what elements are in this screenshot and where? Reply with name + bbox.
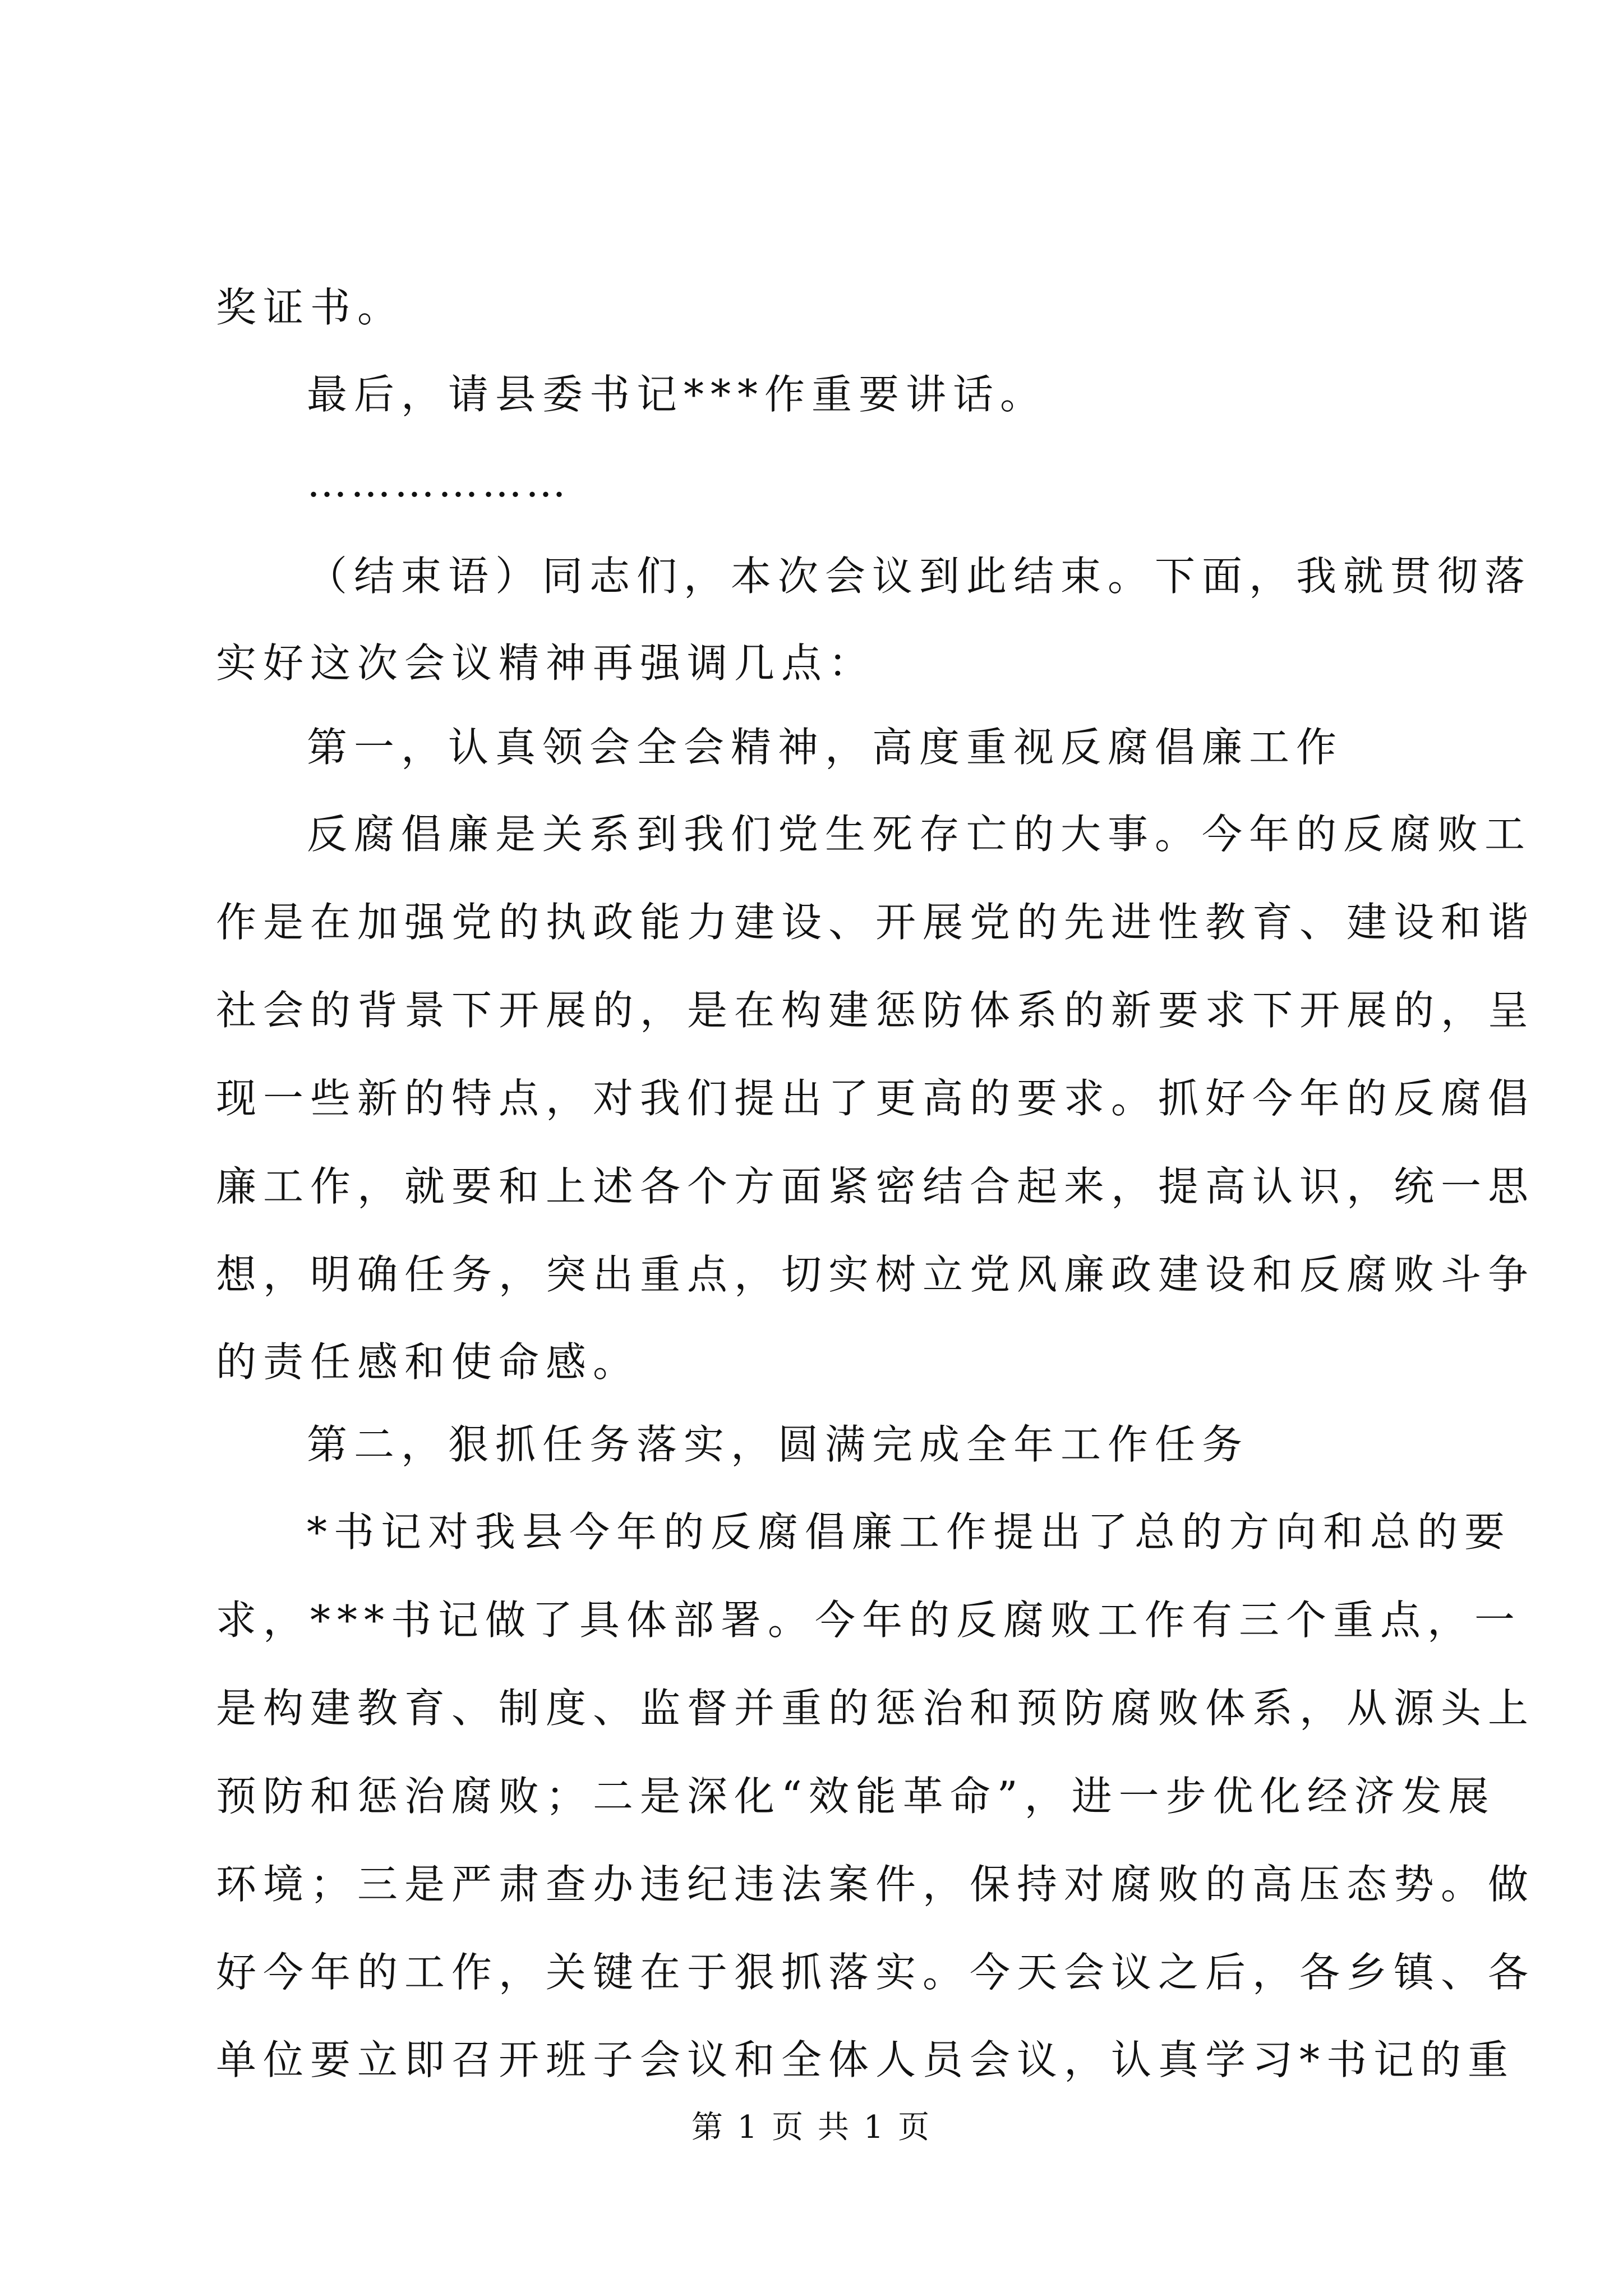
text-line: *书记对我县今年的反腐倡廉工作提出了总的方向和总的要: [307, 1508, 1512, 1556]
text-line: 环境；三是严肃查办违纪违法案件，保持对腐败的高压态势。做: [216, 1861, 1536, 1908]
text-line: 实好这次会议精神再强调几点：: [216, 639, 876, 687]
text-line: （结束语）同志们，本次会议到此结束。下面，我就贯彻落: [307, 553, 1532, 600]
text-line: 好今年的工作，关键在于狠抓落实。今天会议之后，各乡镇、各: [216, 1949, 1536, 1996]
text-line: ………………: [307, 459, 569, 506]
text-line: 反腐倡廉是关系到我们党生死存亡的大事。今年的反腐败工: [307, 811, 1532, 858]
text-line: 预防和惩治腐败；二是深化“效能革命”，进一步优化经济发展: [216, 1773, 1496, 1820]
text-line: 作是在加强党的执政能力建设、开展党的先进性教育、建设和谐: [216, 899, 1536, 946]
text-line: 的责任感和使命感。: [216, 1338, 640, 1386]
page-number-footer: 第 1 页 共 1 页: [691, 2109, 932, 2146]
text-line: 最后，请县委书记***作重要讲话。: [307, 371, 1048, 418]
text-line: 廉工作，就要和上述各个方面紧密结合起来，提高认识，统一思: [216, 1163, 1536, 1210]
text-line: 奖证书。: [216, 284, 405, 331]
text-line: 是构建教育、制度、监督并重的惩治和预防腐败体系，从源头上: [216, 1685, 1536, 1732]
text-line: 社会的背景下开展的，是在构建惩防体系的新要求下开展的，呈: [216, 987, 1536, 1034]
text-line: 求，***书记做了具体部署。今年的反腐败工作有三个重点，一: [216, 1596, 1522, 1644]
text-line: 第二，狠抓任务落实，圆满完成全年工作任务: [307, 1421, 1249, 1468]
text-line: 想，明确任务，突出重点，切实树立党风廉政建设和反腐败斗争: [216, 1251, 1536, 1298]
text-line: 第一，认真领会全会精神，高度重视反腐倡廉工作: [307, 724, 1344, 771]
text-line: 单位要立即召开班子会议和全体人员会议，认真学习*书记的重: [216, 2036, 1515, 2083]
text-line: 现一些新的特点，对我们提出了更高的要求。抓好今年的反腐倡: [216, 1075, 1536, 1122]
